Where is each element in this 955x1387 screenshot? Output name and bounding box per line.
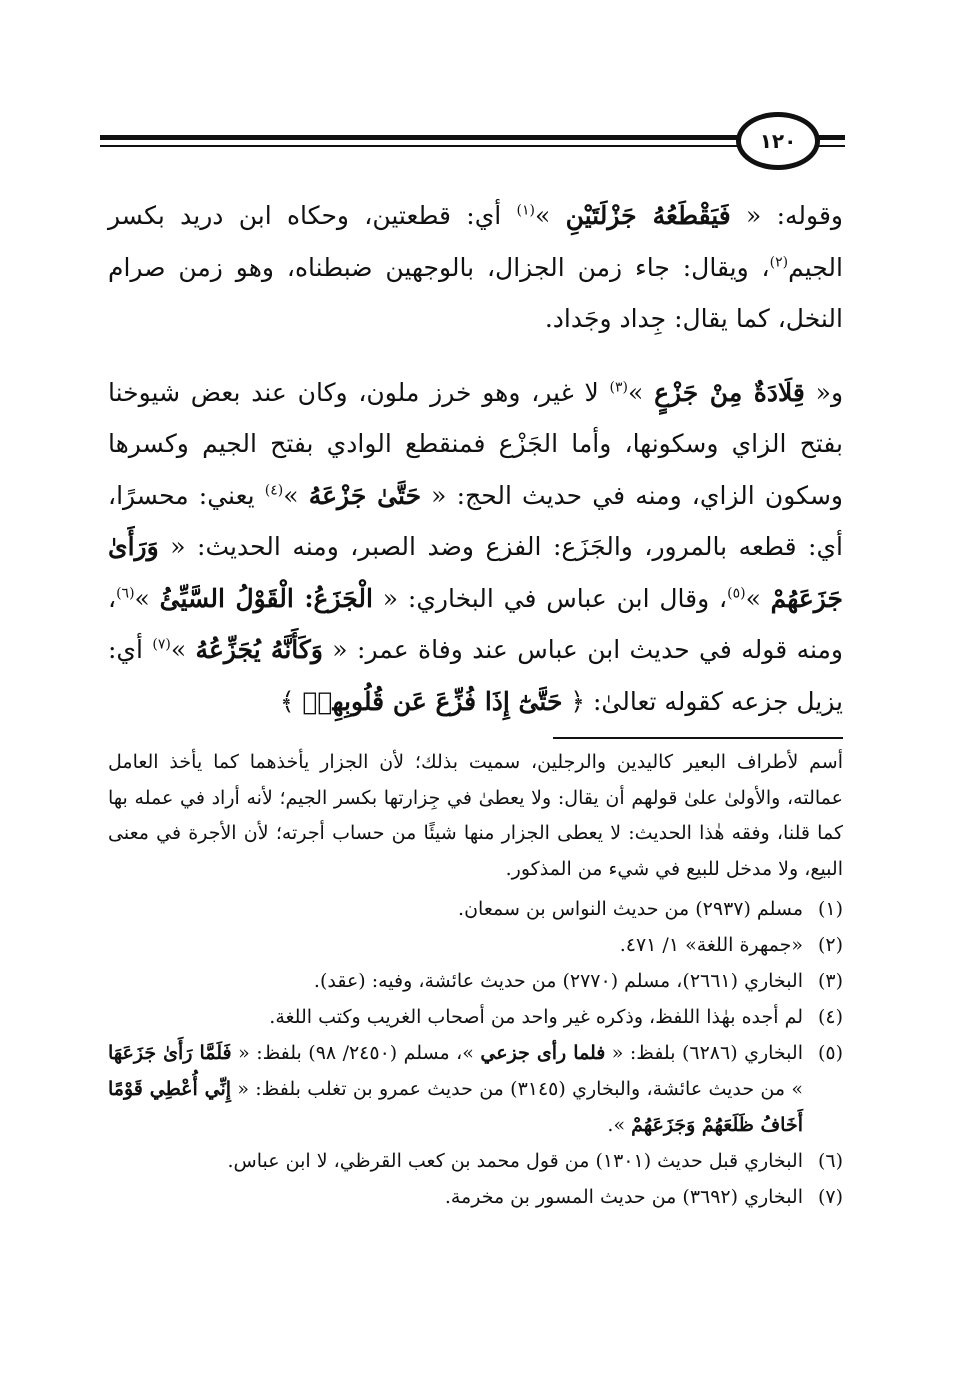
text-run: » xyxy=(283,480,309,510)
text-run: ، ومنه قوله في حديث ابن عباس عند وفاة عمر: « xyxy=(108,583,843,664)
quoted-text: حَتَّىٰٓ إِذَا فُزِّعَ عَن قُلُوبِهِمۡ xyxy=(302,686,563,716)
text-run: »، مسلم (٢٤٥٠/ ٩٨) بلفظ: « xyxy=(231,1042,481,1064)
text-run: لا غير، وهو خرز ملون، وكان عند بعض شيوخنا بفتح الزاي وسكونها، وأما الجَزْع فمنقطع الوادي بفتح الجيم وكسرها وسكون الزاي، ومنه في حديث الحج: « xyxy=(108,377,843,510)
text-run: ». xyxy=(607,1114,632,1136)
text-run: البخاري قبل حديث (١٣٠١) من قول محمد بن كعب القرظي، لا ابن عباس. xyxy=(227,1150,803,1172)
text-run: ، ويقال: جاء زمن الجزال، بالوجهين ضبطناه، وهو زمن صرام النخل، كما يقال: جِداد وجَداد. xyxy=(108,252,843,333)
footnote xyxy=(108,927,843,963)
footnote-number: (٥) xyxy=(817,1042,843,1064)
quoted-text: الْجَزَعُ: الْقَوْلُ السَّيِّئُ xyxy=(159,583,373,613)
text-run: «جمهرة اللغة» ١/ ٤٧١. xyxy=(619,934,803,956)
quoted-text: فَلَمَّا رَأَىٰ جَزَعَهَا xyxy=(108,1042,232,1064)
text-run: يعني: محسرًا، أي: قطعه بالمرور، والجَزَع: الفزع وضد الصبر، ومنه الحديث: « xyxy=(108,480,843,561)
footnote-text xyxy=(108,1179,803,1215)
text-run: البخاري (٢٦٦١)، مسلم (٢٧٧٠) من حديث عائشة، وفيه: (عقد). xyxy=(313,970,803,992)
text-run: » xyxy=(170,635,196,664)
footnote-text xyxy=(108,927,803,963)
footnote-ref: (٤) xyxy=(264,482,284,499)
paragraph xyxy=(108,190,843,345)
text-run: » xyxy=(627,377,655,407)
quoted-text: وَكَأَنَّهُ يُجَزِّعُهُ xyxy=(195,635,323,664)
text-run: ﴾ xyxy=(279,686,303,716)
footnote-text xyxy=(108,1143,803,1179)
paragraph xyxy=(108,367,843,728)
quoted-text: إِنِّي أُعْطِي قَوْمًا أَخَافُ ظَلَعَهُمْ وَجَزَعَهُمْ xyxy=(108,1078,803,1136)
quoted-text: فَيَقْطَعُهُ جَزْلَتَيْنِ xyxy=(565,201,731,230)
footnote-ref: (٦) xyxy=(116,585,135,602)
text-run: » xyxy=(745,583,771,613)
footnote-ref: (٣) xyxy=(609,379,628,396)
text-run: أي: يزيل جزعه كقوله تعالىٰ: ﴿ xyxy=(108,635,843,716)
text-run: لم أجده بهٰذا اللفظ، وذكره غير واحد من أصحاب الغريب وكتب اللغة. xyxy=(269,1006,803,1028)
quoted-text: فلما رأى جزعي xyxy=(480,1042,606,1064)
footnote-ref: (٥) xyxy=(727,585,746,602)
text-run: وقوله: « xyxy=(730,201,843,230)
footnote-separator xyxy=(553,737,843,739)
footnote xyxy=(108,1143,843,1179)
quoted-text: قِلَادَةٌ مِنْ جَزْعٍ xyxy=(654,377,805,407)
text-run: أي: قطعتين، وحكاه ابن دريد بكسر الجيم xyxy=(108,201,843,282)
text-run: » xyxy=(534,201,566,230)
page-number-badge xyxy=(736,112,820,170)
text-run: » xyxy=(134,583,160,613)
footnote xyxy=(108,891,843,927)
footnote-ref: (١) xyxy=(516,202,535,219)
footnote-ref: (٧) xyxy=(152,636,171,653)
footnote xyxy=(108,963,843,999)
text-run: ، وقال ابن عباس في البخاري: « xyxy=(372,583,728,613)
footnote-number: (١) xyxy=(817,898,843,920)
quoted-text: وَرَأَىٰ جَزَعَهُمْ xyxy=(108,532,843,613)
main-text xyxy=(108,190,843,727)
footnote xyxy=(108,1035,843,1143)
footnote-ref: (٢) xyxy=(769,254,789,271)
text-run: البخاري (٣٦٩٢) من حديث المسور بن مخرمة. xyxy=(444,1186,803,1208)
footnote-text xyxy=(108,963,803,999)
header-rule-thick xyxy=(100,135,845,140)
page-header xyxy=(100,112,845,172)
footnote-number: (٦) xyxy=(817,1150,843,1172)
footnote-text xyxy=(108,1035,803,1143)
footnote xyxy=(108,999,843,1035)
quoted-text: حَتَّىٰ جَزْعَهُ xyxy=(308,480,422,510)
footnote-text xyxy=(108,891,803,927)
text-run: البخاري (٦٢٨٦) بلفظ: « xyxy=(605,1042,803,1064)
text-run: مسلم (٢٩٣٧) من حديث النواس بن سمعان. xyxy=(458,898,803,920)
text-run: » من حديث عائشة، والبخاري (٣١٤٥) من حديث عمرو بن تغلب بلفظ: « xyxy=(231,1078,803,1100)
header-rule-thin xyxy=(100,145,845,147)
footnote-number: (٢) xyxy=(817,934,843,956)
footnote-number: (٤) xyxy=(817,1006,843,1028)
text-run: و« xyxy=(804,377,844,407)
footnote-continuation: أسم لأطراف البعير كاليدين والرجلين، سميت بذلك؛ لأن الجزار يأخذهما كما يأخذ العامل عمالته، والأولىٰ علىٰ قولهم أن يقال: ولا يعطىٰ في جِزارتها بكسر الجيم؛ لأنه أراد في عمله بها كما قلنا، وفقه هٰذا الحديث: لا يعطى الجزار منها شيئًا من حساب أجرته؛ لأن الأجرة في معنى البيع، ولا مدخل للبيع في شيء من المذكور. xyxy=(108,751,843,880)
footnote-number: (٧) xyxy=(817,1186,843,1208)
footnote xyxy=(108,1179,843,1215)
footnotes-section xyxy=(108,745,843,1215)
footnote-number: (٣) xyxy=(817,970,843,992)
page-number: ١٢٠ xyxy=(759,129,797,153)
footnote-text xyxy=(108,999,803,1035)
